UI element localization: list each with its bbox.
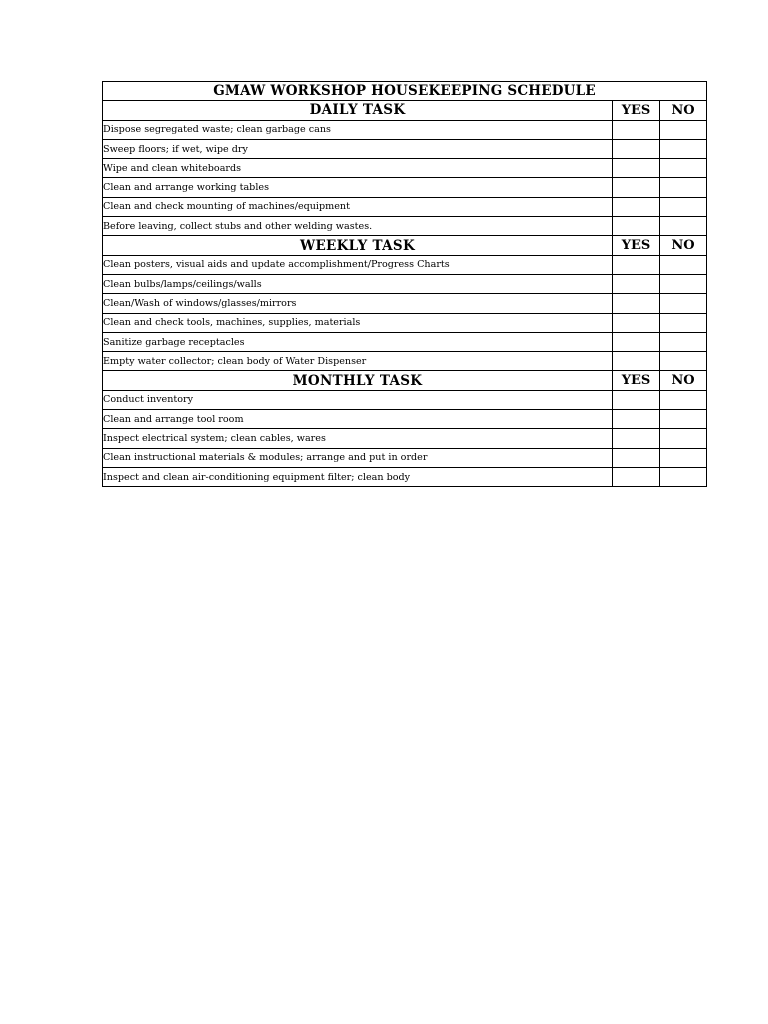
task-row [103,332,707,351]
task-label: Clean bulbs/lamps/ceilings/walls [103,274,613,293]
task-row [103,217,707,236]
title-row [103,82,707,101]
no-checkbox-cell[interactable] [660,332,707,351]
no-checkbox-cell[interactable] [660,467,707,486]
task-label: Clean and arrange working tables [103,178,613,197]
task-label: Sweep floors; if wet, wipe dry [103,139,613,158]
no-checkbox-cell[interactable] [660,255,707,274]
yes-checkbox-cell[interactable] [613,467,660,486]
yes-checkbox-cell[interactable] [613,255,660,274]
task-label: Clean instructional materials & modules; arrange and put in order [103,448,613,467]
yes-checkbox-cell[interactable] [613,448,660,467]
no-column-header: NO [660,101,707,120]
no-checkbox-cell[interactable] [660,390,707,409]
task-row [103,139,707,158]
no-checkbox-cell[interactable] [660,197,707,216]
yes-checkbox-cell[interactable] [613,139,660,158]
yes-checkbox-cell[interactable] [613,332,660,351]
task-label: Before leaving, collect stubs and other welding wastes. [103,217,613,236]
task-label: Conduct inventory [103,390,613,409]
no-checkbox-cell[interactable] [660,448,707,467]
task-label: Dispose segregated waste; clean garbage cans [103,120,613,139]
task-label: Clean and check mounting of machines/equipment [103,197,613,216]
task-row [103,159,707,178]
task-row [103,410,707,429]
no-checkbox-cell[interactable] [660,139,707,158]
yes-checkbox-cell[interactable] [613,294,660,313]
no-column-header: NO [660,371,707,390]
section-title-monthly: MONTHLY TASK [103,371,613,390]
task-row [103,197,707,216]
no-checkbox-cell[interactable] [660,294,707,313]
no-checkbox-cell[interactable] [660,410,707,429]
yes-column-header: YES [613,236,660,255]
task-label: Clean and arrange tool room [103,410,613,429]
schedule-title: GMAW WORKSHOP HOUSEKEEPING SCHEDULE [103,82,707,101]
task-row [103,274,707,293]
housekeeping-schedule-table [102,81,707,487]
task-row [103,390,707,409]
yes-column-header: YES [613,101,660,120]
task-row [103,178,707,197]
task-label: Sanitize garbage receptacles [103,332,613,351]
task-label: Wipe and clean whiteboards [103,159,613,178]
task-label: Inspect and clean air-conditioning equipment filter; clean body [103,467,613,486]
yes-checkbox-cell[interactable] [613,274,660,293]
no-checkbox-cell[interactable] [660,120,707,139]
no-checkbox-cell[interactable] [660,274,707,293]
yes-checkbox-cell[interactable] [613,159,660,178]
section-title-daily: DAILY TASK [103,101,613,120]
task-row [103,429,707,448]
yes-checkbox-cell[interactable] [613,120,660,139]
yes-column-header: YES [613,371,660,390]
yes-checkbox-cell[interactable] [613,410,660,429]
task-label: Inspect electrical system; clean cables, wares [103,429,613,448]
yes-checkbox-cell[interactable] [613,390,660,409]
yes-checkbox-cell[interactable] [613,217,660,236]
task-row [103,120,707,139]
no-checkbox-cell[interactable] [660,313,707,332]
yes-checkbox-cell[interactable] [613,178,660,197]
yes-checkbox-cell[interactable] [613,313,660,332]
no-column-header: NO [660,236,707,255]
yes-checkbox-cell[interactable] [613,197,660,216]
no-checkbox-cell[interactable] [660,352,707,371]
section-header-row-daily [103,101,707,120]
task-label: Clean/Wash of windows/glasses/mirrors [103,294,613,313]
no-checkbox-cell[interactable] [660,429,707,448]
section-header-row-weekly [103,236,707,255]
no-checkbox-cell[interactable] [660,217,707,236]
yes-checkbox-cell[interactable] [613,352,660,371]
task-row [103,313,707,332]
no-checkbox-cell[interactable] [660,178,707,197]
task-label: Clean posters, visual aids and update accomplishment/Progress Charts [103,255,613,274]
task-row [103,467,707,486]
task-row [103,294,707,313]
yes-checkbox-cell[interactable] [613,429,660,448]
task-label: Clean and check tools, machines, supplies, materials [103,313,613,332]
no-checkbox-cell[interactable] [660,159,707,178]
section-title-weekly: WEEKLY TASK [103,236,613,255]
section-header-row-monthly [103,371,707,390]
task-label: Empty water collector; clean body of Water Dispenser [103,352,613,371]
task-row [103,448,707,467]
task-row [103,352,707,371]
task-row [103,255,707,274]
